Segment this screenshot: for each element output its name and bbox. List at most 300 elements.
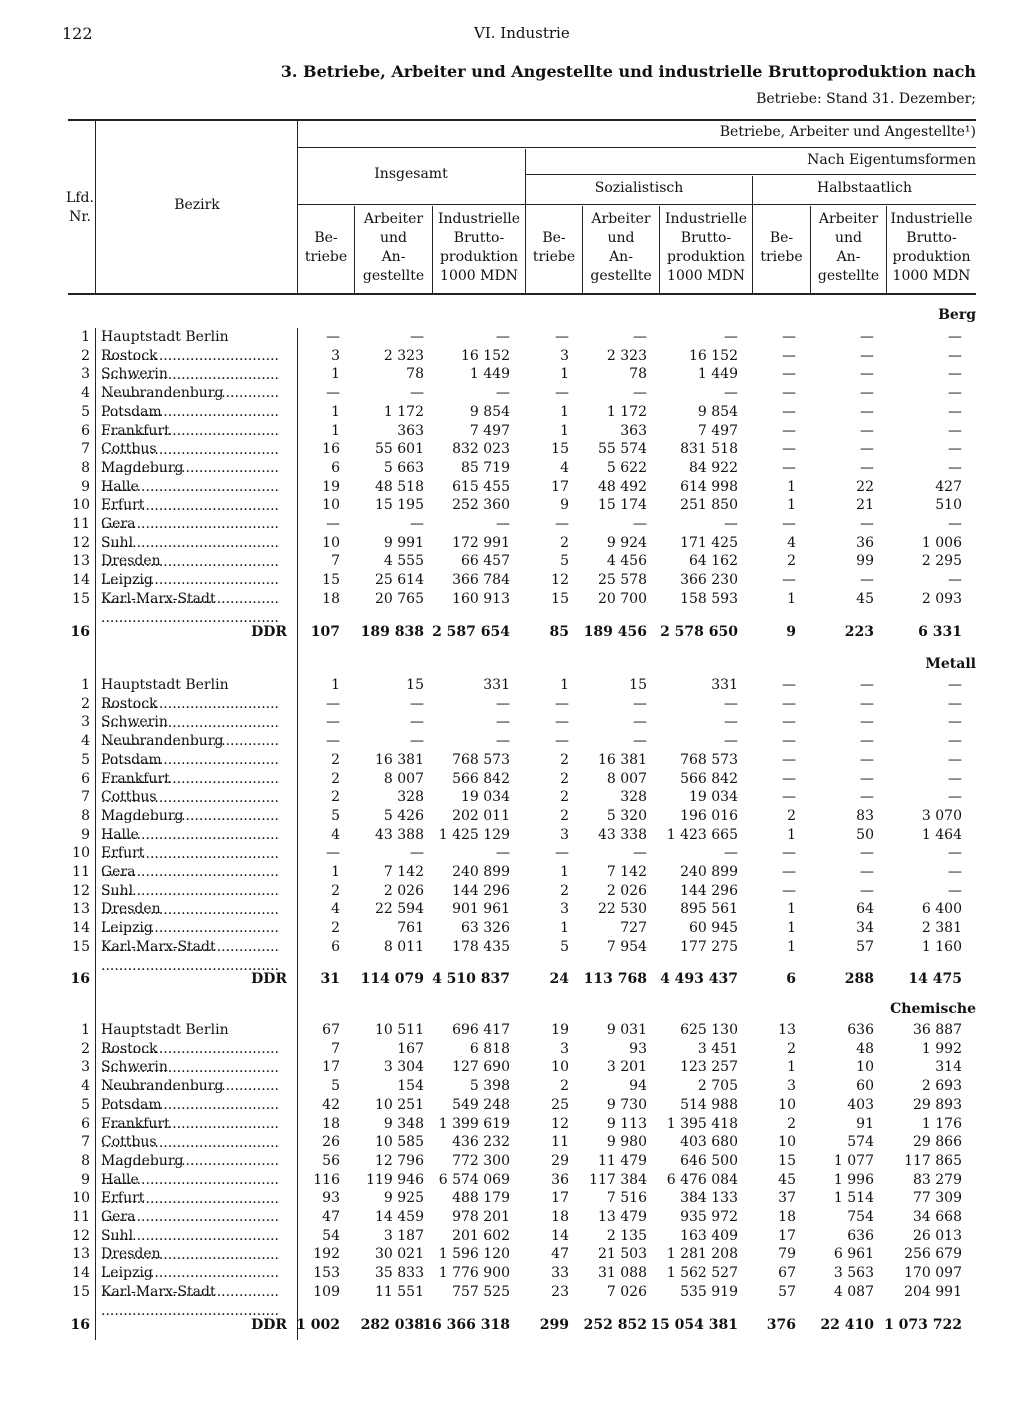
cell-insgesamt-betriebe: 31 (320, 971, 340, 987)
cell-halb-betriebe: — (782, 423, 796, 439)
cell-insgesamt-produktion: 1 449 (469, 366, 510, 382)
row-number: 1 (81, 329, 90, 345)
cell-insgesamt-produktion: 178 435 (452, 939, 510, 955)
table-row (0, 552, 1024, 571)
cell-halb-produktion: — (948, 460, 962, 476)
cell-halb-produktion: 1 464 (921, 827, 962, 843)
header-rule-2 (525, 174, 976, 175)
cell-insgesamt-betriebe: 153 (313, 1265, 340, 1281)
bezirk-name: Dresden ..... (101, 1245, 287, 1283)
row-number: 8 (81, 808, 90, 824)
table-row (0, 1115, 1024, 1134)
cell-halb-betriebe: 79 (778, 1246, 796, 1262)
cell-insgesamt-betriebe: 3 (331, 348, 340, 364)
cell-halb-produktion: — (948, 516, 962, 532)
cell-soz-arbeiter: 5 622 (606, 460, 647, 476)
row-number: 13 (72, 901, 90, 917)
bezirk-name: Potsdam ..... (101, 403, 287, 441)
header-halbstaatlich: Halbstaatlich (817, 180, 912, 196)
cell-soz-produktion: 625 130 (680, 1022, 738, 1038)
cell-soz-betriebe: 36 (551, 1172, 569, 1188)
header-sozialistisch: Sozialistisch (594, 180, 684, 196)
cell-halb-arbeiter: — (860, 771, 874, 787)
bezirk-name: Schwerin ..... (101, 713, 287, 751)
cell-soz-arbeiter: 7 516 (606, 1190, 647, 1206)
header-arbeiter-3: Arbeiter und An- gestellte (817, 211, 880, 284)
cell-halb-arbeiter: 22 (856, 479, 874, 495)
cell-insgesamt-betriebe: 18 (322, 1116, 340, 1132)
cell-halb-produktion: — (948, 883, 962, 899)
cell-insgesamt-arbeiter: 48 518 (375, 479, 424, 495)
cell-halb-betriebe: 1 (787, 827, 796, 843)
cell-soz-arbeiter: — (633, 516, 647, 532)
cell-insgesamt-betriebe: 7 (331, 553, 340, 569)
cell-soz-arbeiter: 5 320 (606, 808, 647, 824)
cell-halb-betriebe: 1 (787, 591, 796, 607)
cell-soz-produktion: 240 899 (680, 864, 738, 880)
cell-insgesamt-produktion: 488 179 (452, 1190, 510, 1206)
cell-halb-arbeiter: — (860, 845, 874, 861)
cell-soz-betriebe: 5 (560, 939, 569, 955)
table-row (0, 534, 1024, 553)
header-produktion-2: Industrielle Brutto- produktion 1000 MDN (664, 211, 748, 284)
cell-halb-betriebe: 1 (787, 1059, 796, 1075)
bezirk-name: Suhl ..... (101, 1227, 287, 1265)
cell-halb-arbeiter: 91 (856, 1116, 874, 1132)
cell-insgesamt-arbeiter: 761 (397, 920, 424, 936)
cell-halb-produktion: — (948, 714, 962, 730)
table-row (0, 478, 1024, 497)
cell-insgesamt-produktion: 240 899 (452, 864, 510, 880)
cell-halb-betriebe: 2 (787, 1041, 796, 1057)
cell-insgesamt-produktion: 4 510 837 (432, 971, 510, 987)
cell-halb-arbeiter: 64 (856, 901, 874, 917)
cell-insgesamt-arbeiter: 78 (406, 366, 424, 382)
table-row (0, 571, 1024, 590)
cell-halb-betriebe: — (782, 789, 796, 805)
cell-soz-arbeiter: 93 (629, 1041, 647, 1057)
cell-insgesamt-produktion: 6 818 (469, 1041, 510, 1057)
table-row (0, 1208, 1024, 1227)
table-row (0, 1227, 1024, 1246)
cell-halb-betriebe: 1 (787, 497, 796, 513)
header-top-rule (68, 119, 976, 121)
cell-soz-betriebe: 299 (539, 1317, 569, 1333)
cell-soz-arbeiter: — (633, 845, 647, 861)
cell-soz-betriebe: 14 (551, 1228, 569, 1244)
bezirk-name: Frankfurt ..... (101, 770, 287, 808)
cell-halb-produktion: 1 176 (921, 1116, 962, 1132)
cell-soz-arbeiter: 2 323 (606, 348, 647, 364)
cell-soz-betriebe: 2 (560, 883, 569, 899)
cell-insgesamt-betriebe: — (326, 845, 340, 861)
cell-halb-produktion: 1 160 (921, 939, 962, 955)
table-row (0, 1096, 1024, 1115)
cell-halb-betriebe: 10 (778, 1097, 796, 1113)
cell-soz-produktion: 403 680 (680, 1134, 738, 1150)
cell-soz-betriebe: 17 (551, 1190, 569, 1206)
cell-halb-betriebe: 13 (778, 1022, 796, 1038)
row-number: 12 (72, 883, 90, 899)
cell-insgesamt-betriebe: 6 (331, 939, 340, 955)
cell-halb-arbeiter: 574 (847, 1134, 874, 1150)
cell-halb-produktion: — (948, 771, 962, 787)
cell-halb-arbeiter: — (860, 677, 874, 693)
cell-insgesamt-produktion: 2 587 654 (432, 624, 510, 640)
cell-insgesamt-produktion: 772 300 (452, 1153, 510, 1169)
cell-insgesamt-produktion: 1 596 120 (438, 1246, 510, 1262)
cell-soz-betriebe: — (555, 714, 569, 730)
cell-soz-betriebe: 19 (551, 1022, 569, 1038)
cell-soz-betriebe: 9 (560, 497, 569, 513)
cell-insgesamt-arbeiter: 9 925 (383, 1190, 424, 1206)
cell-halb-betriebe: — (782, 348, 796, 364)
cell-soz-arbeiter: 1 172 (606, 404, 647, 420)
vline-insgesamt (525, 149, 526, 294)
cell-halb-arbeiter: 21 (856, 497, 874, 513)
cell-soz-produktion: 177 275 (680, 939, 738, 955)
cell-insgesamt-betriebe: 7 (331, 1041, 340, 1057)
cell-insgesamt-betriebe: 15 (322, 572, 340, 588)
header-produktion-3: Industrielle Brutto- produktion 1000 MDN (890, 211, 973, 284)
cell-halb-arbeiter: 4 087 (833, 1284, 874, 1300)
cell-soz-arbeiter: 9 924 (606, 535, 647, 551)
cell-halb-betriebe: 4 (787, 535, 796, 551)
cell-halb-arbeiter: 10 (856, 1059, 874, 1075)
cell-insgesamt-produktion: 768 573 (452, 752, 510, 768)
cell-soz-betriebe: 11 (551, 1134, 569, 1150)
cell-insgesamt-betriebe: — (326, 714, 340, 730)
table-subtitle: Betriebe: Stand 31. Dezember; (756, 91, 976, 107)
bezirk-name: Cottbus ..... (101, 788, 287, 826)
cell-insgesamt-arbeiter: — (410, 714, 424, 730)
row-number: 14 (72, 920, 90, 936)
header-betriebe-1: Be- triebe (304, 230, 348, 265)
cell-halb-betriebe: 2 (787, 553, 796, 569)
cell-halb-arbeiter: — (860, 572, 874, 588)
table-row (0, 1021, 1024, 1040)
bezirk-name: DDR (251, 971, 287, 987)
cell-insgesamt-betriebe: 54 (322, 1228, 340, 1244)
cell-soz-arbeiter: 4 456 (606, 553, 647, 569)
bezirk-name: Cottbus ..... (101, 440, 287, 478)
cell-insgesamt-arbeiter: 35 833 (375, 1265, 424, 1281)
cell-soz-arbeiter: 363 (620, 423, 647, 439)
bezirk-name: Halle ..... (101, 1171, 287, 1209)
cell-halb-arbeiter: 60 (856, 1078, 874, 1094)
cell-soz-betriebe: 3 (560, 348, 569, 364)
cell-soz-betriebe: 23 (551, 1284, 569, 1300)
cell-halb-arbeiter: 22 410 (820, 1317, 874, 1333)
page-number: 122 (62, 24, 93, 43)
cell-soz-arbeiter: 117 384 (589, 1172, 647, 1188)
cell-soz-produktion: 64 162 (689, 553, 738, 569)
cell-halb-arbeiter: 1 996 (833, 1172, 874, 1188)
cell-insgesamt-arbeiter: 25 614 (375, 572, 424, 588)
bezirk-name: DDR (251, 624, 287, 640)
bezirk-name: Neubrandenburg ..... (101, 1077, 287, 1115)
cell-soz-arbeiter: 94 (629, 1078, 647, 1094)
cell-soz-produktion: — (724, 516, 738, 532)
cell-soz-produktion: 15 054 381 (650, 1317, 738, 1333)
table-row (0, 732, 1024, 751)
cell-soz-arbeiter: 16 381 (598, 752, 647, 768)
cell-soz-produktion: 2 705 (697, 1078, 738, 1094)
cell-halb-arbeiter: 1 077 (833, 1153, 874, 1169)
row-number: 6 (81, 1116, 90, 1132)
cell-insgesamt-arbeiter: 12 796 (375, 1153, 424, 1169)
cell-soz-arbeiter: 78 (629, 366, 647, 382)
cell-halb-produktion: 3 070 (921, 808, 962, 824)
row-number: 2 (81, 348, 90, 364)
cell-halb-arbeiter: 636 (847, 1022, 874, 1038)
cell-soz-arbeiter: 22 530 (598, 901, 647, 917)
cell-insgesamt-betriebe: 1 (331, 677, 340, 693)
cell-halb-betriebe: 1 (787, 479, 796, 495)
table-row (0, 1171, 1024, 1190)
row-number: 1 (81, 1022, 90, 1038)
table-row (0, 770, 1024, 789)
table-row (0, 440, 1024, 459)
cell-insgesamt-betriebe: 5 (331, 1078, 340, 1094)
cell-halb-arbeiter: 754 (847, 1209, 874, 1225)
cell-soz-arbeiter: 189 456 (583, 624, 647, 640)
bezirk-name: Hauptstadt Berlin ..... (101, 1021, 287, 1059)
row-number: 12 (72, 1228, 90, 1244)
table-row (0, 403, 1024, 422)
cell-insgesamt-arbeiter: — (410, 329, 424, 345)
cell-halb-betriebe: 67 (778, 1265, 796, 1281)
cell-insgesamt-betriebe: 1 002 (296, 1317, 340, 1333)
cell-soz-betriebe: 10 (551, 1059, 569, 1075)
cell-soz-produktion: 366 230 (680, 572, 738, 588)
cell-insgesamt-arbeiter: 114 079 (360, 971, 424, 987)
table-row (0, 1152, 1024, 1171)
cell-insgesamt-produktion: 9 854 (469, 404, 510, 420)
cell-insgesamt-betriebe: — (326, 516, 340, 532)
cell-halb-arbeiter: — (860, 883, 874, 899)
cell-soz-betriebe: 33 (551, 1265, 569, 1281)
header-arbeiter-1: Arbeiter und An- gestellte (362, 211, 425, 284)
row-number: 7 (81, 789, 90, 805)
cell-halb-produktion: — (948, 789, 962, 805)
bezirk-name: Karl-Marx-Stadt ..... (101, 938, 287, 976)
table-row (0, 882, 1024, 901)
row-number: 3 (81, 714, 90, 730)
cell-soz-produktion: 514 988 (680, 1097, 738, 1113)
cell-soz-arbeiter: 9 031 (606, 1022, 647, 1038)
cell-soz-produktion: 384 133 (680, 1190, 738, 1206)
cell-soz-produktion: 144 296 (680, 883, 738, 899)
cell-halb-betriebe: 2 (787, 808, 796, 824)
cell-soz-betriebe: — (555, 516, 569, 532)
cell-insgesamt-betriebe: 2 (331, 920, 340, 936)
cell-halb-betriebe: — (782, 329, 796, 345)
cell-halb-arbeiter: — (860, 423, 874, 439)
cell-halb-betriebe: 3 (787, 1078, 796, 1094)
row-number: 6 (81, 771, 90, 787)
cell-insgesamt-produktion: 16 152 (461, 348, 510, 364)
cell-soz-betriebe: 25 (551, 1097, 569, 1113)
table-row (0, 515, 1024, 534)
cell-insgesamt-arbeiter: 8 011 (383, 939, 424, 955)
table-row (0, 713, 1024, 732)
cell-halb-arbeiter: 36 (856, 535, 874, 551)
cell-halb-arbeiter: 6 961 (833, 1246, 874, 1262)
cell-insgesamt-produktion: 172 991 (452, 535, 510, 551)
cell-halb-betriebe: — (782, 733, 796, 749)
cell-halb-arbeiter: — (860, 404, 874, 420)
row-number: 7 (81, 1134, 90, 1150)
bezirk-name: Erfurt ..... (101, 496, 287, 534)
header-bezirk: Bezirk (174, 197, 220, 213)
cell-insgesamt-produktion: 85 719 (461, 460, 510, 476)
cell-insgesamt-arbeiter: 328 (397, 789, 424, 805)
cell-halb-arbeiter: 223 (844, 624, 874, 640)
cell-insgesamt-produktion: 252 360 (452, 497, 510, 513)
cell-soz-arbeiter: 20 700 (598, 591, 647, 607)
cell-soz-betriebe: 29 (551, 1153, 569, 1169)
cell-soz-arbeiter: 9 980 (606, 1134, 647, 1150)
cell-halb-produktion: — (948, 441, 962, 457)
cell-halb-produktion: 26 013 (913, 1228, 962, 1244)
row-number: 11 (72, 516, 90, 532)
cell-halb-arbeiter: — (860, 733, 874, 749)
cell-halb-produktion: — (948, 329, 962, 345)
cell-insgesamt-produktion: 16 366 318 (422, 1317, 510, 1333)
cell-halb-betriebe: — (782, 516, 796, 532)
cell-insgesamt-arbeiter: 363 (397, 423, 424, 439)
row-number: 15 (72, 591, 90, 607)
row-number: 6 (81, 423, 90, 439)
cell-halb-arbeiter: — (860, 864, 874, 880)
table-row (0, 1283, 1024, 1302)
row-number: 15 (72, 1284, 90, 1300)
row-number: 7 (81, 441, 90, 457)
cell-soz-produktion: 831 518 (680, 441, 738, 457)
cell-halb-betriebe: — (782, 404, 796, 420)
cell-halb-betriebe: — (782, 752, 796, 768)
cell-insgesamt-produktion: — (496, 845, 510, 861)
cell-soz-produktion: 158 593 (680, 591, 738, 607)
table-row (0, 1077, 1024, 1096)
cell-soz-arbeiter: 43 338 (598, 827, 647, 843)
cell-halb-produktion: 2 093 (921, 591, 962, 607)
cell-insgesamt-betriebe: 116 (313, 1172, 340, 1188)
cell-insgesamt-produktion: — (496, 516, 510, 532)
cell-soz-produktion: 196 016 (680, 808, 738, 824)
table-row (0, 328, 1024, 347)
cell-insgesamt-arbeiter: 55 601 (375, 441, 424, 457)
cell-soz-betriebe: 2 (560, 535, 569, 551)
cell-halb-betriebe: 57 (778, 1284, 796, 1300)
cell-insgesamt-betriebe: 18 (322, 591, 340, 607)
bezirk-name: DDR (251, 1317, 287, 1333)
cell-halb-produktion: 77 309 (913, 1190, 962, 1206)
cell-soz-arbeiter: 9 730 (606, 1097, 647, 1113)
cell-halb-produktion: 2 295 (921, 553, 962, 569)
cell-halb-arbeiter: — (860, 329, 874, 345)
cell-insgesamt-betriebe: 107 (310, 624, 340, 640)
cell-insgesamt-arbeiter: 282 038 (360, 1317, 424, 1333)
cell-insgesamt-produktion: — (496, 329, 510, 345)
cell-insgesamt-produktion: — (496, 714, 510, 730)
table-row (0, 1058, 1024, 1077)
table-row (0, 807, 1024, 826)
bezirk-name: Neubrandenburg ..... (101, 384, 287, 422)
cell-halb-betriebe: — (782, 696, 796, 712)
table-total-row (0, 1316, 1024, 1335)
cell-insgesamt-produktion: 201 602 (452, 1228, 510, 1244)
cell-halb-betriebe: — (782, 366, 796, 382)
cell-insgesamt-arbeiter: 1 172 (383, 404, 424, 420)
cell-insgesamt-arbeiter: 9 348 (383, 1116, 424, 1132)
cell-insgesamt-arbeiter: — (410, 696, 424, 712)
cell-soz-arbeiter: 7 142 (606, 864, 647, 880)
cell-insgesamt-betriebe: 56 (322, 1153, 340, 1169)
cell-halb-arbeiter: 636 (847, 1228, 874, 1244)
cell-insgesamt-arbeiter: 3 187 (383, 1228, 424, 1244)
cell-insgesamt-produktion: 6 574 069 (438, 1172, 510, 1188)
row-number: 14 (72, 1265, 90, 1281)
cell-soz-betriebe: 2 (560, 789, 569, 805)
cell-insgesamt-produktion: 19 034 (461, 789, 510, 805)
cell-soz-arbeiter: 727 (620, 920, 647, 936)
cell-soz-betriebe: 1 (560, 366, 569, 382)
bezirk-name: Gera ..... (101, 863, 287, 901)
cell-insgesamt-betriebe: 2 (331, 771, 340, 787)
cell-soz-produktion: — (724, 329, 738, 345)
cell-insgesamt-produktion: 331 (483, 677, 510, 693)
bezirk-name: Frankfurt ..... (101, 422, 287, 460)
cell-soz-betriebe: 2 (560, 771, 569, 787)
row-number: 13 (72, 1246, 90, 1262)
cell-insgesamt-arbeiter: 9 991 (383, 535, 424, 551)
bezirk-name: Magdeburg ..... (101, 459, 287, 497)
row-number: 8 (81, 1153, 90, 1169)
bezirk-name: Gera ..... (101, 515, 287, 553)
cell-halb-betriebe: 45 (778, 1172, 796, 1188)
cell-insgesamt-betriebe: 192 (313, 1246, 340, 1262)
cell-insgesamt-produktion: 1 399 619 (438, 1116, 510, 1132)
cell-soz-arbeiter: — (633, 696, 647, 712)
row-number: 10 (72, 845, 90, 861)
cell-insgesamt-arbeiter: 10 585 (375, 1134, 424, 1150)
cell-soz-betriebe: 1 (560, 864, 569, 880)
cell-halb-produktion: 1 006 (921, 535, 962, 551)
cell-insgesamt-produktion: 1 425 129 (438, 827, 510, 843)
bezirk-name: Erfurt ..... (101, 1189, 287, 1227)
cell-halb-produktion: — (948, 404, 962, 420)
row-number: 13 (72, 553, 90, 569)
cell-halb-betriebe: 9 (786, 624, 796, 640)
cell-soz-produktion: 9 854 (697, 404, 738, 420)
cell-insgesamt-produktion: 66 457 (461, 553, 510, 569)
cell-insgesamt-arbeiter: — (410, 385, 424, 401)
cell-soz-betriebe: 1 (560, 920, 569, 936)
bezirk-name: Schwerin ..... (101, 1058, 287, 1096)
cell-insgesamt-arbeiter: — (410, 845, 424, 861)
header-betriebe-2: Be- triebe (532, 230, 576, 265)
cell-insgesamt-produktion: 5 398 (469, 1078, 510, 1094)
cell-halb-betriebe: 37 (778, 1190, 796, 1206)
table-row (0, 938, 1024, 957)
row-number: 9 (81, 1172, 90, 1188)
row-number: 5 (81, 404, 90, 420)
cell-soz-arbeiter: 7 954 (606, 939, 647, 955)
row-number: 4 (81, 1078, 90, 1094)
bezirk-name: Rostock ..... (101, 695, 287, 733)
